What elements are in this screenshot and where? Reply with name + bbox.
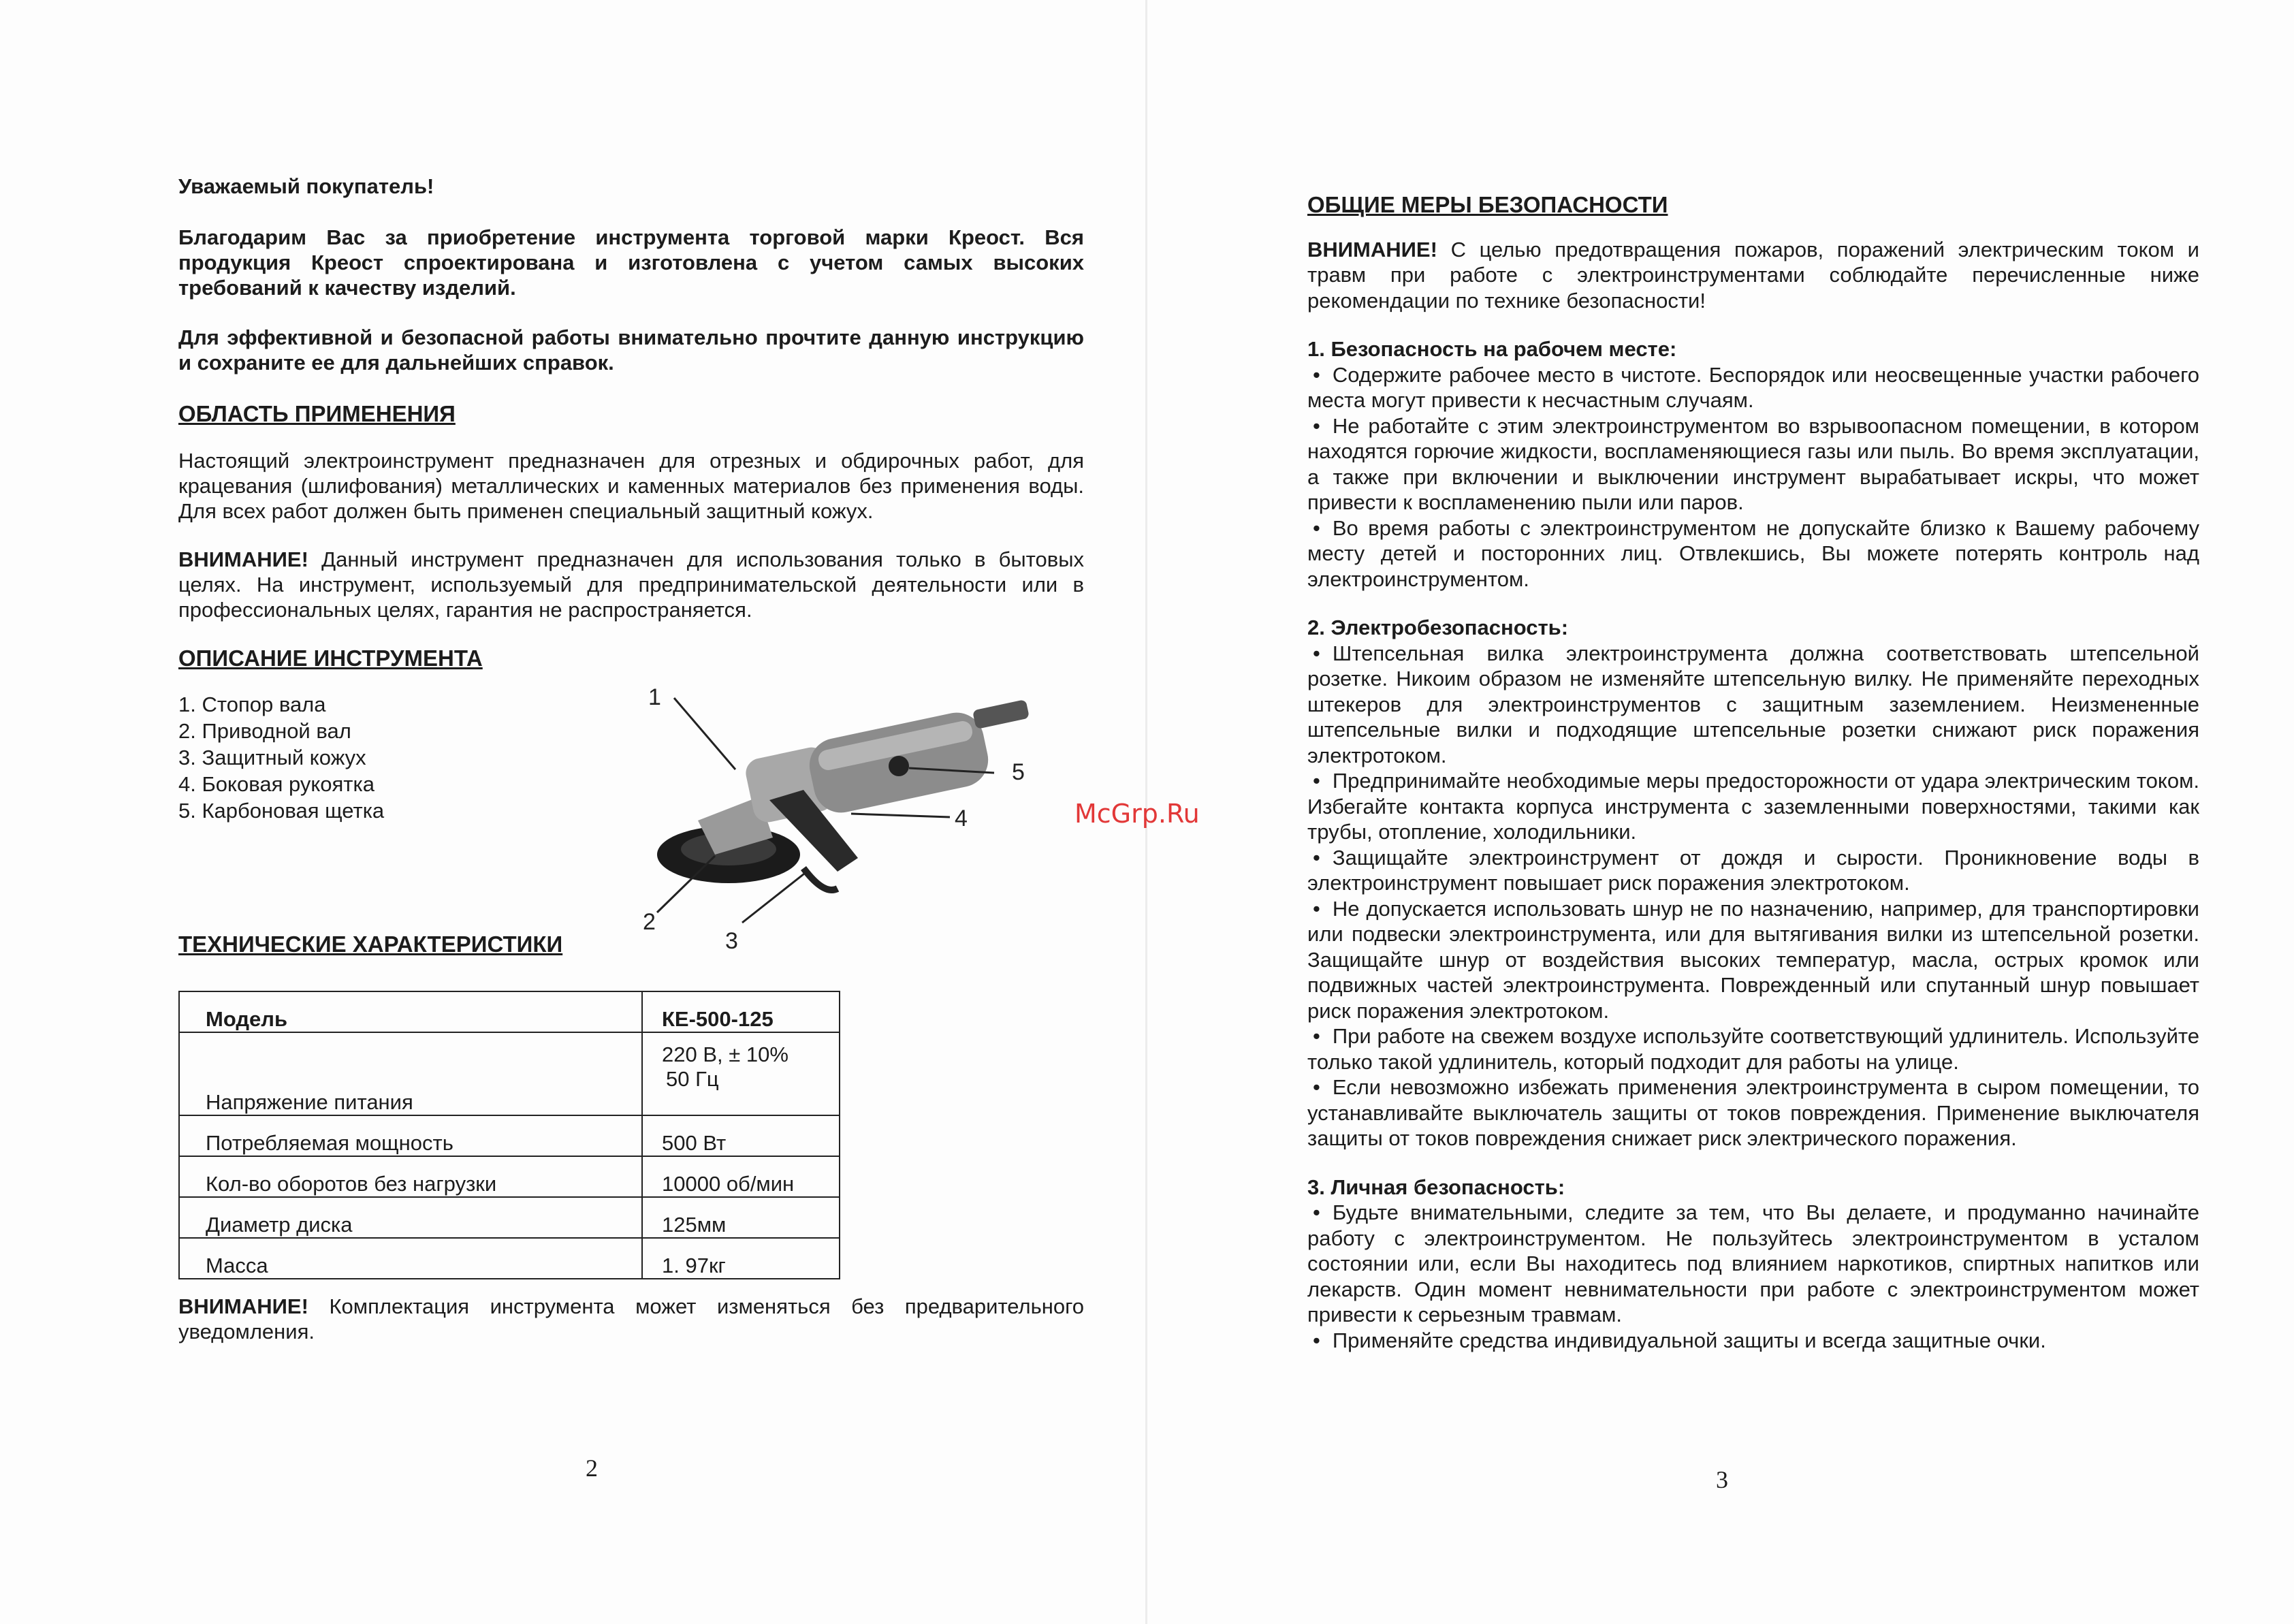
application-heading: ОБЛАСТЬ ПРИМЕНЕНИЯ bbox=[178, 401, 456, 426]
list-item: • Штепсельная вилка электроинструмента должна соответствовать штепсельной розетке. Никоим образом не изменяйте штепсельную вилку. Не применяйте переходных штекеров для электроинструментов с защитным заземлением. Неизмененные штепсельные вилки и подходящие штепсельные розетки снижают риск поражения электротоком. bbox=[1307, 641, 2199, 767]
warning-text: С целью предотвращения пожаров, поражений электрическим током и травм при работе с электроинструментами соблюдайте перечисленные ниже рекомендации по технике безопасности! bbox=[1307, 237, 2199, 313]
footnote-wrap bbox=[178, 1294, 1084, 1344]
page-number: 3 bbox=[1716, 1466, 1728, 1493]
callout-label: 3 bbox=[725, 928, 738, 950]
voltage-value: 220 В, ± 10% bbox=[662, 1042, 788, 1066]
list-item: • При работе на свежем воздухе используйте соответствующий удлинитель. Используйте только такой удлинитель, который подходит для работы на улице. bbox=[1307, 1024, 2199, 1074]
table-row bbox=[179, 1238, 840, 1279]
list-item: • Будьте внимательными, следите за тем, что Вы делаете, и продуманно начинайте работу с электроинструментом. Не пользуйтесь электроинструментом в усталом состоянии или, если Вы находитесь под влиянием наркотиков, спиртных напитков или лекарств. Один момент невнимательности при работе с электроинструментом может привести к серьезным травмам. bbox=[1307, 1200, 2199, 1326]
angle-grinder-figure bbox=[633, 678, 1055, 950]
safety-column bbox=[1307, 192, 2199, 1353]
section-title: 2. Электробезопасность: bbox=[1307, 616, 1569, 639]
warning-label: ВНИМАНИЕ! bbox=[178, 547, 308, 571]
table-cell: Кол-во оборотов без нагрузки bbox=[179, 1156, 642, 1197]
table-cell: Масса bbox=[179, 1238, 642, 1279]
table-row bbox=[179, 1156, 840, 1197]
application-text: Настоящий электроинструмент предназначен для отрезных и обдирочных работ, для крацевания (шлифования) металлических и каменных материалов без применения воды. Для всех работ должен быть применен специальный защитный кожух. bbox=[178, 449, 1084, 523]
list-item: 2. Приводной вал bbox=[178, 719, 351, 743]
list-item: • Предпринимайте необходимые меры предосторожности от удара электрическим током. Избегайте контакта корпуса инструмента с заземленными поверхностями, такими как трубы, отопление, холодильники. bbox=[1307, 769, 2199, 844]
application-warning bbox=[178, 547, 1084, 622]
table-row bbox=[179, 1197, 840, 1238]
table-header-cell: Модель bbox=[179, 991, 642, 1032]
read-note: Для эффективной и безопасной работы внимательно прочтите данную инструкцию и сохраните ее для дальнейших справок. bbox=[178, 325, 1084, 375]
list-item: • Не допускается использовать шнур не по назначению, например, для транспортировки или подвески электроинструмента, или для вытягивания вилки из штепсельной розетки. Защищайте шнур от воздействия высоких температур, масла, острых кромок или подвижных частей электроинструмента. Поврежденный или спутанный шнур повышает риск поражения электротоком. bbox=[1307, 896, 2199, 1023]
safety-warning bbox=[1307, 237, 2199, 314]
callout-label: 4 bbox=[955, 806, 968, 831]
footnote bbox=[178, 1294, 1084, 1344]
section-title: 3. Личная безопасность: bbox=[1307, 1175, 1565, 1199]
table-header-row bbox=[179, 991, 840, 1032]
list-item: 4. Боковая рукоятка bbox=[178, 772, 375, 796]
table-cell: Напряжение питания bbox=[179, 1032, 642, 1115]
list-item: • Во время работы с электроинструментом не допускайте близко к Вашему рабочему месту детей и посторонних лиц. Отвлекшись, Вы можете потерять контроль над электроинструментом. bbox=[1307, 515, 2199, 591]
table-cell: 1. 97кг bbox=[642, 1238, 840, 1279]
list-item: • Защищайте электроинструмент от дождя и сырости. Проникновение воды в электроинструмент повышает риск поражения электротоком. bbox=[1307, 845, 2199, 895]
list-item: 3. Защитный кожух bbox=[178, 746, 366, 769]
footnote-label: ВНИМАНИЕ! bbox=[178, 1294, 308, 1318]
specs-table bbox=[178, 991, 840, 1279]
list-item: 5. Карбоновая щетка bbox=[178, 799, 385, 823]
table-cell: 500 Вт bbox=[642, 1115, 840, 1156]
table-header-cell: КЕ-500-125 bbox=[642, 991, 840, 1032]
specs-heading-wrap bbox=[178, 932, 1084, 957]
right-page bbox=[1147, 0, 2294, 1624]
table-row bbox=[179, 1115, 840, 1156]
frequency-value: 50 Гц bbox=[666, 1067, 719, 1091]
list-item: • Применяйте средства индивидуальной защиты и всегда защитные очки. bbox=[1313, 1328, 2046, 1352]
table-cell: 125мм bbox=[642, 1197, 840, 1238]
warning-label: ВНИМАНИЕ! bbox=[1307, 237, 1437, 261]
angle-grinder-drawing bbox=[633, 678, 1055, 950]
table-cell: 10000 об/мин bbox=[642, 1156, 840, 1197]
table-cell: Диаметр диска bbox=[179, 1197, 642, 1238]
greeting: Уважаемый покупатель! bbox=[178, 174, 434, 198]
description-heading: ОПИСАНИЕ ИНСТРУМЕНТА bbox=[178, 646, 483, 671]
list-item: • Не работайте с этим электроинструментом во взрывоопасном помещении, в котором находятся горючие жидкости, воспламеняющиеся газы или пыль. Во время эксплуатации, а также при включении и выключении инструмент вырабатывает искры, что может привести к воспламенению пыли или паров. bbox=[1307, 413, 2199, 514]
list-item: • Если невозможно избежать применения электроинструмента в сыром помещении, то устанавливайте выключатель защиты от токов повреждения. Применение выключателя защиты от токов повреждения снижает риск электрического поражения. bbox=[1307, 1075, 2199, 1150]
footnote-text: Комплектация инструмента может изменяться без предварительного уведомления. bbox=[178, 1294, 1084, 1343]
list-item: 1. Стопор вала bbox=[178, 692, 326, 716]
callout-label: 1 bbox=[648, 684, 661, 710]
specs-heading: ТЕХНИЧЕСКИЕ ХАРАКТЕРИСТИКИ bbox=[178, 932, 563, 957]
list-item: • Содержите рабочее место в чистоте. Беспорядок или неосвещенные участки рабочего места могут привести к несчастным случаям. bbox=[1307, 362, 2199, 412]
section-title: 1. Безопасность на рабочем месте: bbox=[1307, 337, 1677, 361]
table-cell: Потребляемая мощность bbox=[179, 1115, 642, 1156]
table-cell bbox=[642, 1032, 840, 1115]
warning-text: Данный инструмент предназначен для использования только в бытовых целях. На инструмент, используемый для предпринимательской деятельности или в профессиональных целях, гарантия не распространяется. bbox=[178, 547, 1084, 622]
intro-text: Благодарим Вас за приобретение инструмента торговой марки Креост. Вся продукция Креост спроектирована и изготовлена с учетом самых высоких требований к качеству изделий. bbox=[178, 225, 1084, 300]
page-number: 2 bbox=[586, 1454, 598, 1482]
safety-heading: ОБЩИЕ МЕРЫ БЕЗОПАСНОСТИ bbox=[1307, 192, 1668, 217]
watermark: McGrp.Ru bbox=[1074, 799, 1200, 829]
callout-label: 2 bbox=[643, 909, 656, 935]
table-row bbox=[179, 1032, 840, 1115]
callout-label: 5 bbox=[1012, 759, 1025, 785]
